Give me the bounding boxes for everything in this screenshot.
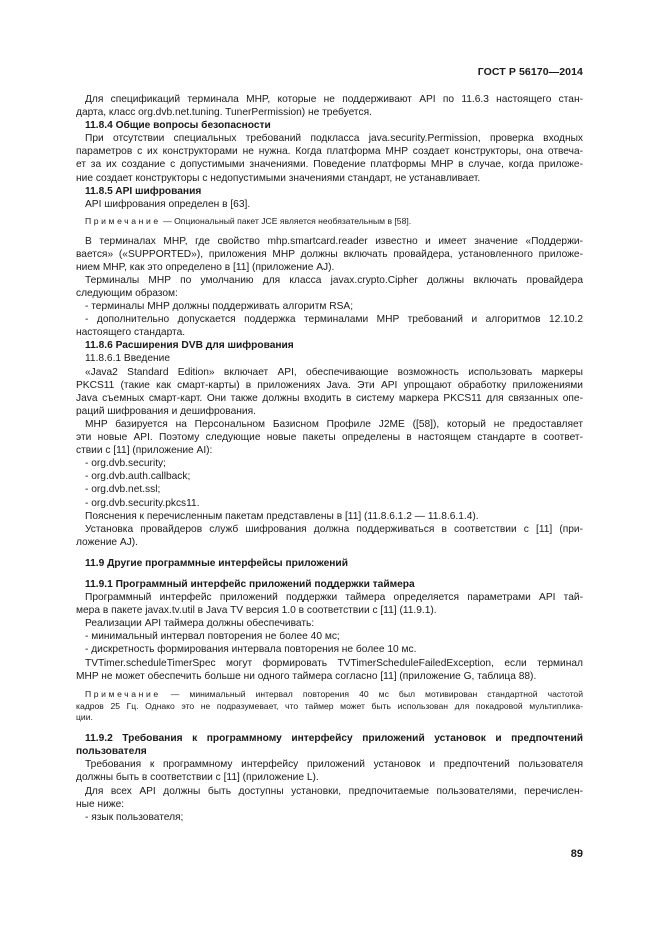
text-line: Для спецификаций терминала MHP, которые не поддерживают API по 11.6.3 настоящего стан- xyxy=(85,94,583,105)
text-line: раций шифрования и дешифрования. xyxy=(76,405,256,417)
note xyxy=(85,216,583,228)
list-item: - org.dvb.net.ssl; xyxy=(85,484,161,496)
text-line: Терминалы MHP по умолчанию для класса javax.crypto.Cipher должны включать провайдера xyxy=(85,274,583,286)
text-line: Программный интерфейс приложений поддержки таймера определяется параметрами API тай- xyxy=(85,592,583,604)
text-line: Java съемных смарт-карт. Они также должны входить в систему маркера PKCS11 для связанных опе- xyxy=(76,392,583,404)
standard-header: ГОСТ Р 56170—2014 xyxy=(477,66,583,78)
text-line: ные ниже: xyxy=(76,798,125,810)
list-item: - язык пользователя; xyxy=(85,811,184,823)
text-line: должны быть в соответствии с [11] (приложение L). xyxy=(76,772,319,784)
text-line: эти новые API. Поэтому следующие новые пакеты определены в настоящем стандарте в соответ- xyxy=(76,432,583,444)
section-heading: 11.9 Другие программные интерфейсы приложений xyxy=(85,557,348,569)
list-item: - org.dvb.auth.callback; xyxy=(85,471,191,483)
text-line: ствии с [11] (приложение AI): xyxy=(76,445,213,457)
text-line: Требования к программному интерфейсу приложений установок и предпочтений пользователя xyxy=(85,759,583,771)
page-number: 89 xyxy=(570,848,583,860)
note-text: ции. xyxy=(76,712,93,723)
text-line: ложение AJ). xyxy=(76,536,139,548)
document-body xyxy=(76,93,583,824)
list-item: - org.dvb.security; xyxy=(85,458,166,470)
text-line: API шифрования определен в [63]. xyxy=(85,198,251,210)
section-heading: 11.8.6 Расширения DVB для шифрования xyxy=(85,340,294,352)
text-line: Пояснения к перечисленным пакетам представлены в [11] (11.8.6.1.2 — 11.8.6.1.4). xyxy=(85,510,479,522)
text-line: настоящего стандарта. xyxy=(76,327,186,339)
text-line: дарта, класс org.dvb.net.tuning. TunerPermission) не требуется. xyxy=(76,107,372,119)
section-heading: пользователя xyxy=(76,746,147,758)
note-text: кадров 25 Гц. Однако это не подразумевает, что таймер может быть использован для покадровой мультиплика- xyxy=(76,700,583,711)
note-label: Примечание xyxy=(85,215,161,226)
text-line: нием MHP, как это определено в [11] (приложение AJ). xyxy=(76,261,335,273)
text-line: Реализации API таймера должны обеспечивать: xyxy=(85,618,315,630)
list-item: - терминалы MHP должны поддерживать алгоритм RSA; xyxy=(85,301,354,313)
text-line: В терминалах MHP, где свойство mhp.smartcard.reader известно и имеет значение «Поддержи- xyxy=(85,235,583,247)
text-line: параметров с их конструкторами не нужна. Когда платформа MHP создает конструкторы, она отвеча- xyxy=(76,146,583,158)
list-item: - дискретность формирования интервала повторения не более 10 мс. xyxy=(85,644,417,656)
note-text: — минимальный интервал повторения 40 мс был мотивирован стандартной частотой xyxy=(160,688,583,699)
text-line: вается» («SUPPORTED»), приложения MHP должны включать провайдера, установленного приложе- xyxy=(76,248,583,260)
text-line: ет за их создание с допустимыми значениями. Поведение платформы MHP в случае, когда приложе- xyxy=(76,159,583,171)
text-line: MHP не может обеспечить больше ни одного таймера согласно [11] (приложение G, таблица 88). xyxy=(76,670,537,682)
text-line: PKCS11 (такие как смарт-карты) в приложениях Java. Эти API упрощают обработку приложениями xyxy=(76,379,583,391)
list-item: - минимальный интервал повторения не более 40 мс; xyxy=(85,631,340,643)
section-heading: 11.9.2 Требования к программному интерфейсу приложений установок и предпочтений xyxy=(85,733,583,745)
text-line: Для всех API должны быть доступны установки, предпочитаемые пользователями, перечислен- xyxy=(85,785,583,797)
note-label: Примечание xyxy=(85,688,161,699)
note xyxy=(85,689,583,701)
text-line: ние создает конструкторы с недопустимыми значениями стандарт, не устанавливает. xyxy=(76,172,481,184)
text-line: мера в пакете javax.tv.util в Java TV версия 1.0 в соответствии с [11] (11.9.1). xyxy=(76,605,437,617)
list-item: - дополнительно допускается поддержка терминалами MHP требований и алгоритмов 12.10.2 xyxy=(85,314,583,326)
section-heading: 11.9.1 Программный интерфейс приложений поддержки таймера xyxy=(85,578,415,590)
section-heading: 11.8.4 Общие вопросы безопасности xyxy=(85,120,271,132)
subsection-heading: 11.8.6.1 Введение xyxy=(85,353,171,365)
text-line: Установка провайдеров служб шифрования должна поддерживаться в соответствии с [11] (при- xyxy=(85,523,583,535)
text-line: TVTimer.scheduleTimerSpec могут формировать TVTimerScheduleFailedException, если терминал xyxy=(85,657,583,669)
text-line: MHP базируется на Персональном Базисном Профиле J2ME ([58]), который не предоставляет xyxy=(85,418,583,430)
list-item: - org.dvb.security.pkcs11. xyxy=(85,497,200,509)
text-line: следующим образом: xyxy=(76,288,178,300)
text-line: «Java2 Standard Edition» включает API, обеспечивающие возможность использовать маркеры xyxy=(85,366,583,378)
section-heading: 11.8.5 API шифрования xyxy=(85,185,202,197)
text-line: При отсутствии специальных требований подкласса java.security.Permission, проверка входных xyxy=(85,133,583,145)
note-text: — Опциональный пакет JCE является необязательным в [58]. xyxy=(160,215,412,226)
